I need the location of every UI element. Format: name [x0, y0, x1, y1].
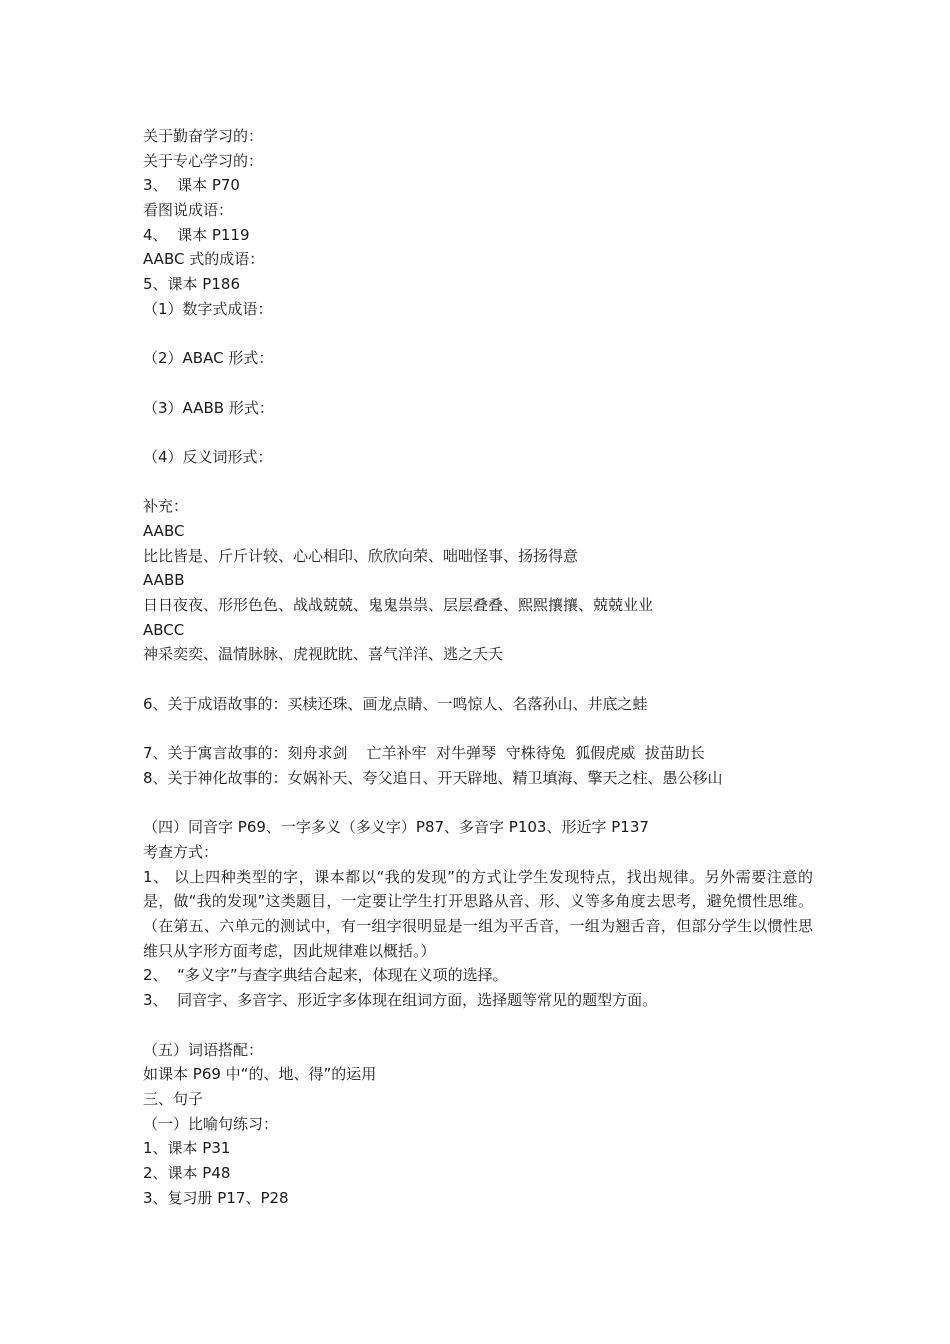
text-line: 2、课本 P48 — [143, 1163, 231, 1182]
text-line: 比比皆是、斤斤计较、心心相印、欣欣向荣、咄咄怪事、扬扬得意 — [143, 546, 579, 565]
text-line: （五）词语搭配： — [143, 1040, 264, 1059]
paragraph: 1、 以上四种类型的字，课本都以“我的发现”的方式让学生发现特点，找出规律。另外需要注意的是，做“我的发现”这类题目，一定要让学生打开思路从音、形、义等多角度去思考，避免惯性思维。（在第五、六单元的测试中，有一组字很明显是一组为平舌音，一组为翘舌音，但部分学生以惯性思维只从字形方面考虑，因此规律难以概括。） — [143, 867, 813, 960]
text-line: 3、 同音字、多音字、形近字多体现在组词方面，选择题等常见的题型方面。 — [143, 991, 658, 1010]
blank-line — [143, 1013, 813, 1038]
text-line: AABC — [143, 522, 185, 540]
blank-line — [143, 791, 813, 816]
text-line: 补充： — [143, 497, 189, 516]
blank-line — [143, 470, 813, 495]
document-body — [143, 124, 813, 1210]
text-line: 8、关于神化故事的：女娲补天、夸父追日、开天辟地、精卫填海、擎天之柱、愚公移山 — [143, 768, 723, 787]
section-heading: 三、句子 — [143, 1089, 204, 1108]
text-line: AABB — [143, 571, 185, 590]
text-line: 5、课本 P186 — [143, 275, 240, 294]
text-line: 6、关于成语故事的：买椟还珠、画龙点睛、一鸣惊人、名落孙山、井底之蛙 — [143, 694, 648, 713]
blank-line — [143, 322, 813, 347]
text-line: （4）反义词形式： — [143, 447, 273, 466]
text-line: 1、课本 P31 — [143, 1139, 231, 1158]
text-line: 关于专心学习的： — [143, 151, 264, 170]
blank-line — [143, 371, 813, 396]
text-line: （2）ABAC 形式： — [143, 349, 274, 368]
text-line: （3）AABB 形式： — [143, 398, 274, 417]
text-line: （四）同音字 P69、一字多义（多义字）P87、多音字 P103、形近字 P137 — [143, 818, 649, 837]
text-line: 关于勤奋学习的： — [143, 127, 264, 145]
text-line: 考查方式： — [143, 842, 219, 861]
text-line: 3、复习册 P17、P28 — [143, 1188, 289, 1207]
blank-line — [143, 667, 813, 692]
text-line: 日日夜夜、形形色色、战战兢兢、鬼鬼祟祟、层层叠叠、熙熙攘攘、兢兢业业 — [143, 596, 654, 615]
text-line: ABCC — [143, 620, 185, 639]
text-line: 如课本 P69 中“的、地、得”的运用 — [143, 1065, 377, 1084]
text-line: AABC 式的成语： — [143, 250, 265, 269]
text-line: （1）数字式成语： — [143, 299, 273, 318]
text-line: 3、 课本 P70 — [143, 176, 240, 195]
text-line: （一）比喻句练习： — [143, 1114, 279, 1133]
text-line: 看图说成语： — [143, 201, 234, 220]
blank-line — [143, 717, 813, 742]
text-line: 神采奕奕、温情脉脉、虎视眈眈、喜气洋洋、逃之夭夭 — [143, 645, 504, 664]
text-line: 2、 “多义字”与查字典结合起来，体现在义项的选择。 — [143, 966, 508, 985]
blank-line — [143, 420, 813, 445]
text-line: 4、 课本 P119 — [143, 225, 250, 244]
text-line: 7、关于寓言故事的：刻舟求剑 亡羊补牢 对牛弹琴 守株待兔 狐假虎威 拔苗助长 — [143, 744, 705, 763]
